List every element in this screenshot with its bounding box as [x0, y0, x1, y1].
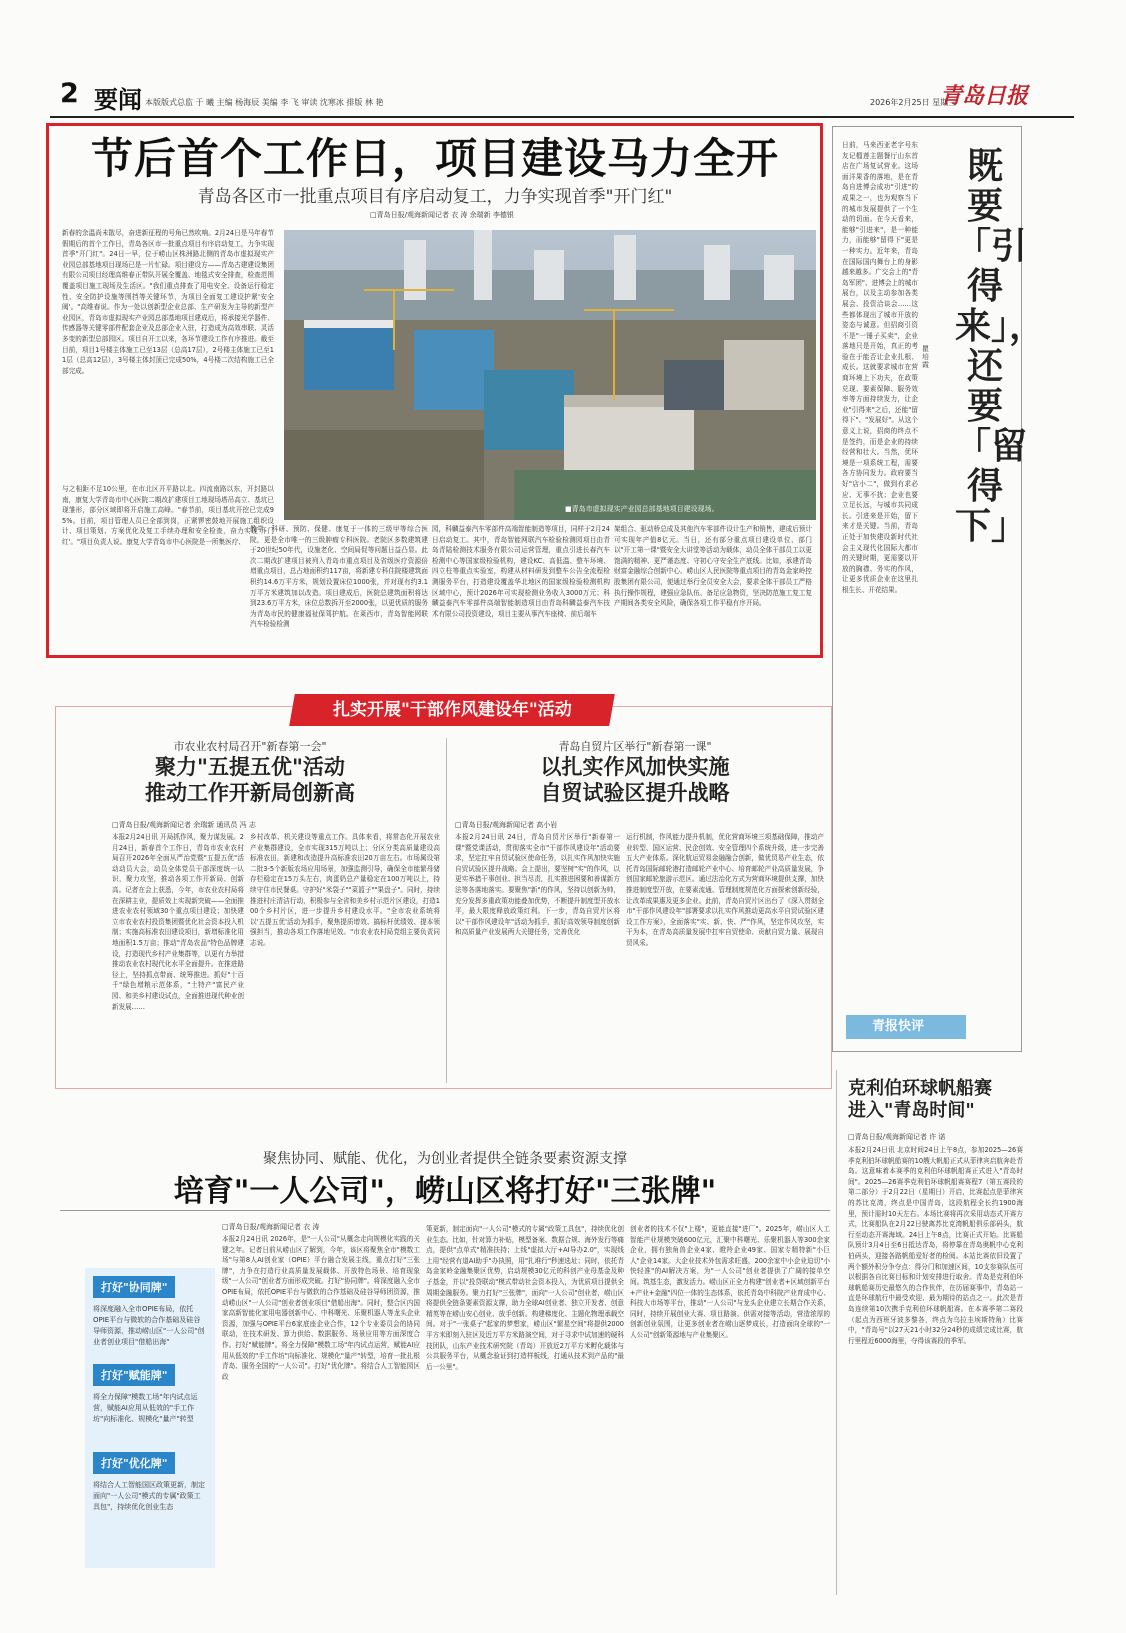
photo-illustration [284, 230, 816, 520]
lead-byline: □青岛日报/观海新闻记者 衣 涛 余瑞新 李德银 [370, 211, 514, 219]
campaign-banner-text: 扎实开展"干部作风建设年"活动 [332, 700, 572, 720]
sail-title-2: 进入"青岛时间" [848, 1100, 975, 1121]
bottom-story-column-1: 本报2月24日讯 2026年，是"一人公司"从概念走向规模化实践的关键之年。记者日前从崂山区了解到，今年，该区将聚焦全市"模数工场"与第8人AI创业家（OPIE）平台融合发展主线，重点打好"三张牌"，力争在打造行业高质量发展载体、开放特色场景、培育现象级"一人公司"创业者方面形成突破。打好"协同牌"。将深度融入全市OPIE布局，依托OPIE平台与微软的合作基础及硅谷导师团资源，推动崂山区"一人公司"创业者创业项目"借船出海"。同时，整合区内国家高新智能化家用电器创新中心、中科曙光、乐聚机器人等龙头企业资源，加强与OPIE平台6家底座企业合作，12个专业委员会的协同联动，在技术研发、算力供给、数据服务、场景应用等方面深度合作。打好"赋能牌"。将全力保障"模数工场"年内试点运营，赋能AI应用从低效的"手工作坊"向标准化、规模化"量产"转型，培育一批扎根青岛、服务全国的"一人公司"。打好"优化牌"。将结合人工智能园区政 [222, 1235, 420, 1381]
construction-site-photo [284, 230, 816, 520]
right-story-column-1: 本报2月24日讯 24日，青岛自贸片区举行"新春第一课"暨党课活动，贯彻落实全市"干部作风建设年"活动要求，坚定扛牢自贸试验区使命任务，以扎实作风加快实施自贸试验区提升战略。会上提出，要坚树"实"的作风，以更实举措干事创业、担当尽责，扎实推进困要和善谋新方法等各落地落实。要聚焦"新"的作风，坚持以创新为帅，充分发挥多重政策功能叠加优势，不断提升制度型开放水平，最大限度释放政策红利。下一步，青岛自贸片区将以"干部作风建设年"活动为抓手，抓好高效领导制度创新和高质量产业发展两大关键任务，完善优化 [455, 833, 620, 937]
newspaper-logo: 青岛日报 [940, 83, 1029, 109]
commentary-continuation [842, 390, 1014, 1010]
left-story-title-1: 聚力"五提五优"活动 [155, 754, 345, 779]
commentary-title: 既要「引得来」，还要「留得下」 [955, 145, 1046, 547]
lead-column-4: 架组合、驱动桥总成及其他汽车零部件设计生产和销售，建成后预计可实现年产值8亿元。当日，还有部分重点项目建设单位、部门以"开工第一课"暨安全大讲堂等活动为载体，动员全体干部员工以更饱满的精神、更严谨态度、守初心守安全生产底线。比如，承建青岛财富金融综合创新中心、崂山区人民医院等重点项目的青岛金家岭控股集团有限公司，便通过举行全员安全大会，要求全体干部员工严格执行操作规程，建强应急队伍、备足应急物资，坚决防范施工复工复产期间各类安全风险，确保各项工作平稳有序开局。 [614, 525, 812, 608]
left-story-byline: □青岛日报/观海新闻记者 余瑞新 通讯员 冯 志 [112, 821, 256, 829]
lead-column-3: 园，科麟益泰汽车零部件高端智能制造等项目，同样于2月24日启动复工。其中，青岛智能网联汽车检验检测园项目由青岛青陆检测技术服务有限公司运营管理，重点引进长春汽车检测中心等国家级检验机构，建设KC、高低温、整车环境、四立柱等重点实验室，构建从材料研发到整车公告全流程检测服务平台，打造建设覆盖华北地区的国家级检验检测机构区域中心，预计2026年可实现检测业务收入3000万元；科麟益泰汽车零部件高端智能制造项目由青岛科麟益泰汽车技术有限公司投资建设，项目主要从事汽车座椅、前后端车 [432, 525, 610, 618]
commentary-body: 日前，马来西亚老字号东友记榴莲主题餐厅山东首店在广场复试营业。这场面洋果香的落地，是在青岛自进博会成功"引进"的成果之一，也为观察当下的城市发展提供了一个生动的切面。在今天看来，能够"引进来"，是一种能力，而能够"留得下"更是一种实力。近年来，青岛在国际国内舞台上的身影越来越多。广交会上的"青岛军团"、进博会上的城市展台，以及主动参加各类展会、投资洽谈会……这些都体现出了城市开放的姿态与诚意。但招商引资不是"一锤子买卖"，企业落地只是开始，真正的考验在于能否让企业扎根、成长。这就要求城市在营商环境上下功夫，在政策兑现、要素保障、服务效率等方面持续发力，让企业"引得来"之后，还能"留得下"、"发展好"。从这个意义上说，招商的终点不是签约，而是企业的持续经营和壮大。当然，优环境是一项系统工程，需要各方协同发力。政府要当好"店小二"，做到有求必应、无事不扰；企业也要立足长远，与城市共同成长。引进来是开始，留下来才是关键。当前，青岛正处于加快建设新时代社会主义现代化国际大都市的关键时期，更需要以开放的胸襟、务实的作风，让更多优质企业在这里扎根生长、开花结果。 [842, 141, 918, 594]
sail-title-1: 克利伯环球帆船赛 [848, 1078, 992, 1099]
bottom-column-divider [836, 1070, 837, 1595]
commentary-author: 瞿培霞 [922, 345, 929, 369]
right-story-title-2: 自贸试验区提升战略 [540, 780, 730, 805]
issue-date: 2026年2月25日 星期三 [870, 98, 957, 107]
lead-column-1: 新春的余温尚未散尽，奋进新征程的号角已然吹响。2月24日是马年春节假期后的首个工作日，青岛各区市一批重点项目有序启动复工，力争实现首季"开门红"。24日一早，位于崂山区株洲路北侧的青岛市虚拟现实产业园总部基地项目现场已是一片忙碌。项目建设方——青岛古建建设集团有限公司项目经理高维春正带队开展全覆盖、地毯式安全排查，检查范围覆盖项目施工现场及生活区。"我们重点排查了用电安全、设备运行稳定性、安全防护设施等围挡等关键环节，为项目全面复工建设护紧'安全阀'。"高维春说。作为一处以创新型企业总部、生产研发为主导的新型产业园区，青岛市虚拟现实产业园总部基地项目建成后，将承接光学器件、传感器等关键零部件配套企业及总部企业入驻，打造成为高效串联、灵活多变的新型总部园区。项目自开工以来，各环节建设工作有序推进。截至目前，项目1号楼主体施工已至13层（总高17层），2号楼主体施工已至11层（总高12层），3号楼主体封顶已完成50%，4号楼二次结构施工已全部完成。 [62, 229, 274, 375]
commentary-intro [842, 140, 918, 594]
section-name: 要闻 [94, 86, 142, 114]
lead-column-1b: 与之相距不足10公里，在市北区开平路以北、四流南路以东，开封路以南，康复大学青岛市中心医院二期改扩建项目工地现场塔吊高立、基坑已现雏形，部分区域即将开启施工高峰。"春节前，项目基坑开挖已完成95%。目前，项目管理人员已全部到岗，正紧锣密鼓地开展施工组织设计、项目策划、方案优化及复工手续办理和安全检查，奋力实现'开门红'。"项目负责人说。康复大学青岛市中心医院是一所集医疗、 [62, 485, 274, 546]
left-story-column-1: 本报2月24日讯 开局抓作风，聚力谋发展。2月24日，新春首个工作日，青岛市农业农村局召开2026年全面从严治党暨"五提五优"活动动员大会，动员全体党员干部深度统一认识，聚力攻坚，推动各项工作开新局、创新高。记者在会上获悉，今年，市农业农村局将在深耕主业，提质效上实现新突破——全面推进农业农村领域30个重点项目建设；加快建立市农业农村投资集团暨优化社会资本投入机制；实施高标准农田建设项目，新增标准化用地面积1.5万亩；推动"青岛农品"特色品牌建设，打造现代乡村产业集群等，以更有力举措推动农业农村现代化水平全面提升。在推进路径上，坚持抓点带面、统筹推进。抓好"十百千"绿色增粮示范体系，"土特产"富民产业园、和美乡村建设试点，全面推进现代种业创新发展…… [112, 833, 244, 1011]
sail-body: 本报2月24日讯 北京时间24日上午8点，参加2025—26赛季克利伯环球帆船赛的10艘大帆船正式从菲律宾启航奔赴青岛。这意味着本赛季的克利伯环球帆船赛正式进入"青岛时间"。2025—26赛季克利伯环球帆船赛赛程7（第五赛段的第二部分）于2月22日（星期日）开启，比赛起点是菲律宾的苏比克湾，终点是中国青岛，这段航程全长约1900海里，预计需时10天左右。本场比赛将再次采用动态式开赛方式，比赛船队在2月22日驶离苏比克湾帆船俱乐部码头，航行至动态开赛海域。24日上午8点，比赛正式开始。比赛船队预计3月4日至6日抵达青岛，将停靠在青岛奥帆中心克利伯码头，迎接各路帆船爱好者的检阅。本站比赛依旧设置了两个额外积分争夺点：得分门和加速区间，10支参赛队伍可以根据各自比赛目标和计划安排进行取舍。青岛是克利伯环球帆船赛历史最悠久的合作伙伴，在历届赛事中，青岛站一直是环球航行中最受欢迎、最为期待的站点之一。此次是青岛连续第10次携手克利伯环球帆船赛。在本赛季第二赛段（起点为西班牙波多黎各，终点为乌拉圭埃斯特角）比赛中，"青岛号"以27天21小时32分24秒的成绩完成比赛，航行里程近6000海里，夺得该赛段的季军。 [848, 1146, 1023, 1345]
bottom-story-kicker: 聚焦协同、赋能、优化，为创业者提供全链条要素资源支撑 [263, 1151, 627, 1167]
card-1-title: 打好"协同牌" [93, 1276, 175, 1298]
quick-review-tag [846, 1015, 966, 1039]
three-cards-box [85, 1268, 215, 1568]
bottom-story-title: 培育"一人公司"，崂山区将打好"三张牌" [173, 1174, 717, 1209]
card-3-title: 打好"优化牌" [93, 1452, 175, 1474]
left-story-title-2: 推动工作开新局创新高 [145, 780, 355, 805]
lead-column-2: 教学、科研、预防、保健、康复于一体的三级甲等综合医院，更是全市唯一的三级肿瘤专科医院。老院区多数建筑建于20世纪50年代，设施老化、空间局促等问题日益凸显。此次二期改扩建项目被列入青岛市重点项目及省级医疗资源倍增重点项目，总占地面积约117亩，将新建专科住院楼建筑面积约14.6万平方米，规划设置床位1000张，并对现有约3.1万平方米建筑加以改造。项目建成后，医院总建筑面积将达到23.6万平方米，床位总数拆开至2000张，以更优质的服务为青岛市民的健康福祉保驾护航。在莱西市，青岛智能网联汽车检验检测 [250, 525, 428, 629]
editor-credits: 本版版式总监 于 曦 主编 杨海辰 美编 李 飞 审读 沈寒冰 排版 林 艳 [145, 98, 384, 107]
card-2-body: 将全力保障"模数工场"年内试点运营，赋能AI应用从低效的"手工作坊"向标准化、规模化"量产"转型 [93, 1393, 198, 1423]
page-number: 2 [60, 78, 79, 109]
bottom-story-column-3: 创业者的技术不仅"上楼"，更能直接"进厂"。2025年，崂山区人工智能产业规模突破600亿元，汇聚中科曙光、乐聚机器人等300余家企业，拥有独角兽企业4家、瞪羚企业49家、国家专精特新"小巨人"企业14家。大企业技术外包需求旺盛，200余家中小企业迫切"小快轻准"的AI解决方案，为"一人公司"创业者提供了广阔的接单空间。筑基生态，激发活力。崂山区正全力构建"创业者+区域创新平台+产业+金融"四位一体的生态体系，依托青岛中科院产业育成中心、科技大市场等平台，推动"一人公司"与龙头企业建立长期合作关系，同时，持续开展创业大赛、项目路演、供需对接等活动，营造浓厚的创新创业氛围，让更多创业者在崂山逐梦成长，打造面向全球的"一人公司"创新策源地与产业集聚区。 [630, 1225, 830, 1339]
right-story-title-1: 以扎实作风加快实施 [540, 754, 730, 779]
bottom-story-column-2: 策更新，制定面向"一人公司"模式的专属"政策工具包"，持续优化创业生态。比如，针对算力补贴，模型备案、数据合规、海外发行等痛点，提供"点单式"精准扶持；上线"虚拟大厅+AI导办2.0"，实现线上用"经营有道AI助手"办执照，用"扎堆行"秒速选址；同时，依托青岛金家岭金融集聚区优势，启动规模30亿元的科创产业母基金及种子基金，并以"投贷联动"模式带动社会资本投入，为优质项目提供全周期金融服务。聚力打好"三张牌"，面向"一人公司"创业者，崂山区将提供全链条要素资源支撑，助力全球AI创业者、独立开发者、创意精英等在崂山安心创业、放手创新。构建梯度化、主题化物理承载空间。对于"一张桌子"起家的梦想家，崂山区"繁星空间"将提供2000平方米即刻入驻区及近万平方米路演空间，对于寻求中试加速的硬科技团队，山东产业技术研究院（青岛）开放近2万平方米孵化载体与公共服务平台，从概念验证到打造样板线，打通从技术到产品的"最后一公里"。 [426, 1225, 624, 1371]
quick-review-label: 青报快评 [872, 1019, 925, 1034]
left-story-kicker: 市农业农村局召开"新春第一会" [173, 740, 327, 753]
bottom-story-rule [60, 1210, 830, 1211]
card-3-body: 将结合人工智能国区政策更新，制定面向"一人公司"模式的专属"政策工具包"，持续优化创业生态 [93, 1481, 205, 1511]
sail-byline: □青岛日报/观海新闻记者 许 诺 [848, 1133, 946, 1141]
card-1-body: 将深度融入全市OPIE布局，依托OPIE平台与微软的合作基础及硅谷导师资源，推动崂山区"一人公司"创业者创业项目"借船出海" [93, 1305, 205, 1346]
photo-caption: ■青岛市虚拟现实产业园总部基地项目建设现场。 [565, 505, 719, 513]
campaign-divider [446, 738, 447, 1083]
right-story-kicker: 青岛自贸片区举行"新春第一课" [558, 740, 712, 753]
lead-subheadline: 青岛各区市一批重点项目有序启动复工，力争实现首季"开门红" [197, 187, 673, 207]
bottom-story-byline: □青岛日报/观海新闻记者 衣 涛 [222, 1223, 320, 1231]
campaign-banner [289, 694, 615, 726]
right-story-byline: □青岛日报/观海新闻记者 高小岩 [455, 821, 558, 829]
left-story-column-2: 乡村改革、机关建设等重点工作。具体来看，将常态化开展农业产业集群建设，全市实现315万吨以上；分区分类高质量建设高标准农田，新建和改造提升高标准农田20万亩左右。市场属设第二批3-5个新版农场应用场景，加强监测引导，确保全市能繁母猪存栏稳定在15万头左右，肉蛋奶总产量稳定在100万吨以上，持续守住市民餐桌。守护好"米袋子""菜篮子""果盘子"。同时，持续推进村庄清洁行动，积极参与全省和美乡村示范片区建设，打造100个乡村片区，进一步提升乡村建设水平。"全市农业系统将以'五提五优'活动为抓手，聚焦提质增效、搞标杆优绩效、提本领强担当，推动各项工作落地见效。"市农业农村局党组主要负责同志说。 [250, 833, 440, 947]
card-2-title: 打好"赋能牌" [93, 1364, 175, 1386]
right-story-column-2: 运行机制，作风能力提升机制，优化营商环境三项基础保障，推动产业转型、国区运营、民企创效、安全管理四个系统升级，进一步完善五大产业体系。深化航运贸易金融融合创新，做优贸易产业生态，依托青岛国际邮轮港打造邮轮产业中心、培育邮轮产业高质量发展，争创国家邮轮旅游示范区。通过法治化方式为营商环境提供支撑，加快推进制度型开放，在要素流通、管理制度规范化方面探索创新经验，让改革成果惠及更多企业。此前，青岛自贸片区出台了《深入贯彻全市"干部作风建设年"部署要求以扎实作风推动更高水平自贸试验区建设工作方案》，全面落实"实、新、快、严"作风，坚定作风攻坚，实干为本，在青岛高质量发展中扛牢自贸使命、贡献自贸力量、展现自贸风采。 [626, 833, 824, 947]
lead-headline: 节后首个工作日，项目建设马力全开 [90, 134, 779, 183]
